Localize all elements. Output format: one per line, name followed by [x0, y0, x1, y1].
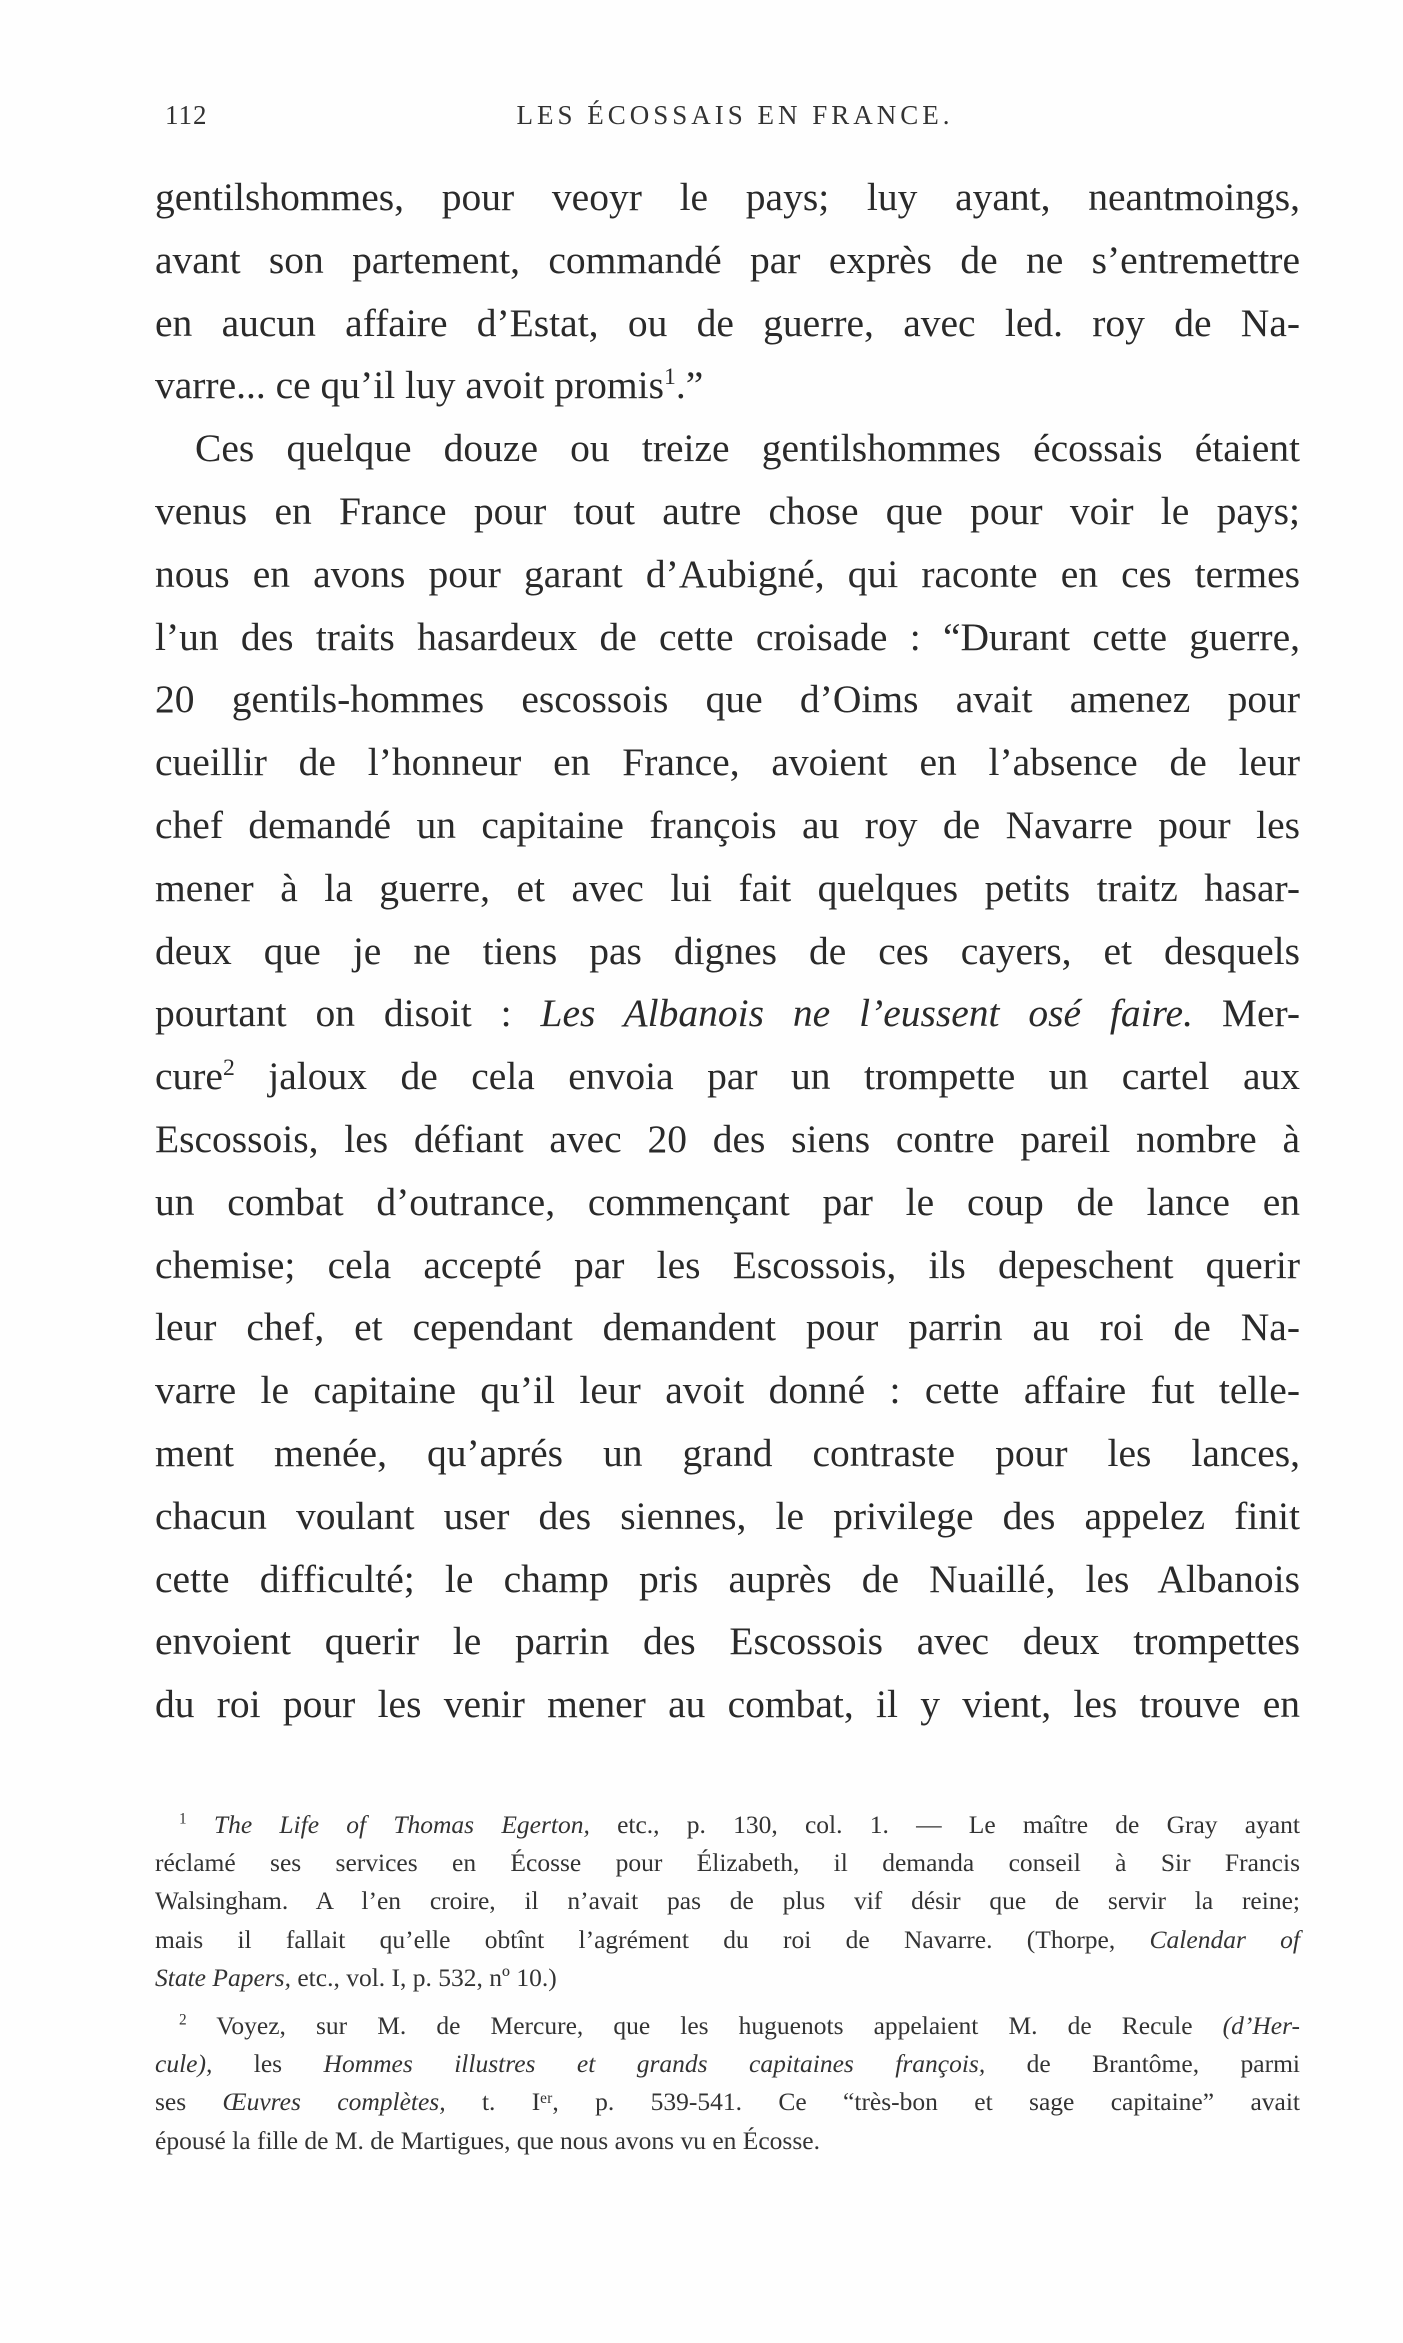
page-number: 112: [165, 100, 208, 130]
text-line: pourtant on disoit : Les Albanois ne l’eussent osé faire. Mer-: [155, 991, 1301, 1036]
text-line: chef demandé un capitaine françois au roy de Navarre pour les: [155, 802, 1300, 847]
paragraph-start: Ces quelque douze ou treize gentilshommes écossais étaient: [195, 426, 1300, 471]
main-text: [155, 166, 1300, 1736]
text-line: avant son partement, commandé par exprès de ne s’entremettre: [155, 237, 1300, 282]
footnote-number: 2: [179, 2011, 187, 2029]
page-header: [155, 100, 1315, 144]
text-line: envoient querir le parrin des Escossois avec deux trompettes: [155, 1619, 1300, 1664]
text-line: 20 gentils-hommes escossois que d’Oims avait amenez pour: [155, 677, 1300, 722]
italic-quote: Les Albanois ne l’eussent osé faire.: [540, 991, 1193, 1036]
text-line: deux que je ne tiens pas dignes de ces cayers, et desquels: [155, 928, 1300, 973]
text-line: ment menée, qu’aprés un grand contraste pour les lances,: [155, 1430, 1300, 1475]
footnote-number: 1: [179, 1810, 187, 1828]
text-line: du roi pour les venir mener au combat, il y vient, les trouve en: [155, 1682, 1300, 1727]
footnote-1-line: réclamé ses services en Écosse pour Élizabeth, il demanda conseil à Sir Francis: [155, 1848, 1300, 1878]
text-line: gentilshommes, pour veoyr le pays; luy ayant, neantmoings,: [155, 175, 1300, 219]
footnote-2-line: ses Œuvres complètes, t. Iᵉʳ, p. 539-541. Ce “très-bon et sage capitaine” avait: [155, 2087, 1300, 2117]
text-line: cette difficulté; le champ pris auprès de Nuaillé, les Albanois: [155, 1556, 1300, 1601]
footnote-1-line: Walsingham. A l’en croire, il n’avait pas de plus vif désir que de servir la reine;: [155, 1886, 1300, 1916]
footnote-1-line: State Papers, etc., vol. I, p. 532, nº 10.): [155, 1962, 557, 1992]
text-line: varre... ce qu’il luy avoit promis$^1$.”: [155, 363, 704, 408]
text-line: mener à la guerre, et avec lui fait quelques petits traitz hasar-: [155, 865, 1300, 910]
text-line: nous en avons pour garant d’Aubigné, qui raconte en ces termes: [155, 551, 1300, 596]
footnote-1-line: $^1$ The Life of Thomas Egerton, etc., p. 130, col. 1. — Le maître de Gray ayant: [179, 1810, 1301, 1839]
text-line: en aucun affaire d’Estat, ou de guerre, avec led. roy de Na-: [155, 300, 1300, 345]
running-title: LES ÉCOSSAIS EN FRANCE.: [516, 100, 954, 130]
text-line: cure$^2$ jaloux de cela envoia par un trompette un cartel aux: [155, 1054, 1300, 1099]
text-line: varre le capitaine qu’il leur avoit donné : cette affaire fut telle-: [155, 1368, 1300, 1413]
text-line: l’un des traits hasardeux de cette croisade : “Durant cette guerre,: [155, 614, 1300, 659]
text-line: chacun voulant user des siennes, le privilege des appelez finit: [155, 1493, 1300, 1538]
text-line: cueillir de l’honneur en France, avoient en l’absence de leur: [155, 740, 1300, 785]
footnote-ref-1: 1: [663, 364, 676, 391]
text-line: Escossois, les défiant avec 20 des siens contre pareil nombre à: [155, 1116, 1300, 1161]
footnote-2-line: cule), les Hommes illustres et grands capitaines françois, de Brantôme, parmi: [155, 2049, 1300, 2079]
text-line: leur chef, et cependant demandent pour parrin au roi de Na-: [155, 1305, 1300, 1350]
footnote-gap: [155, 1997, 1300, 2007]
footnotes: [155, 1806, 1300, 2160]
footnote-1-line: mais il fallait qu’elle obtînt l’agrément du roi de Navarre. (Thorpe, Calendar of: [155, 1924, 1301, 1954]
footnote-ref-2: 2: [222, 1055, 235, 1081]
text-line: venus en France pour tout autre chose que pour voir le pays;: [155, 488, 1300, 533]
footnote-2-line: $^2$ Voyez, sur M. de Mercure, que les huguenots appelaient M. de Recule (d’Her-: [179, 2010, 1300, 2040]
text-line: un combat d’outrance, commençant par le coup de lance en: [155, 1179, 1300, 1224]
footnote-2-line: épousé la fille de M. de Martigues, que nous avons vu en Écosse.: [155, 2125, 820, 2155]
text-line: chemise; cela accepté par les Escossois, ils depeschent querir: [155, 1242, 1300, 1287]
